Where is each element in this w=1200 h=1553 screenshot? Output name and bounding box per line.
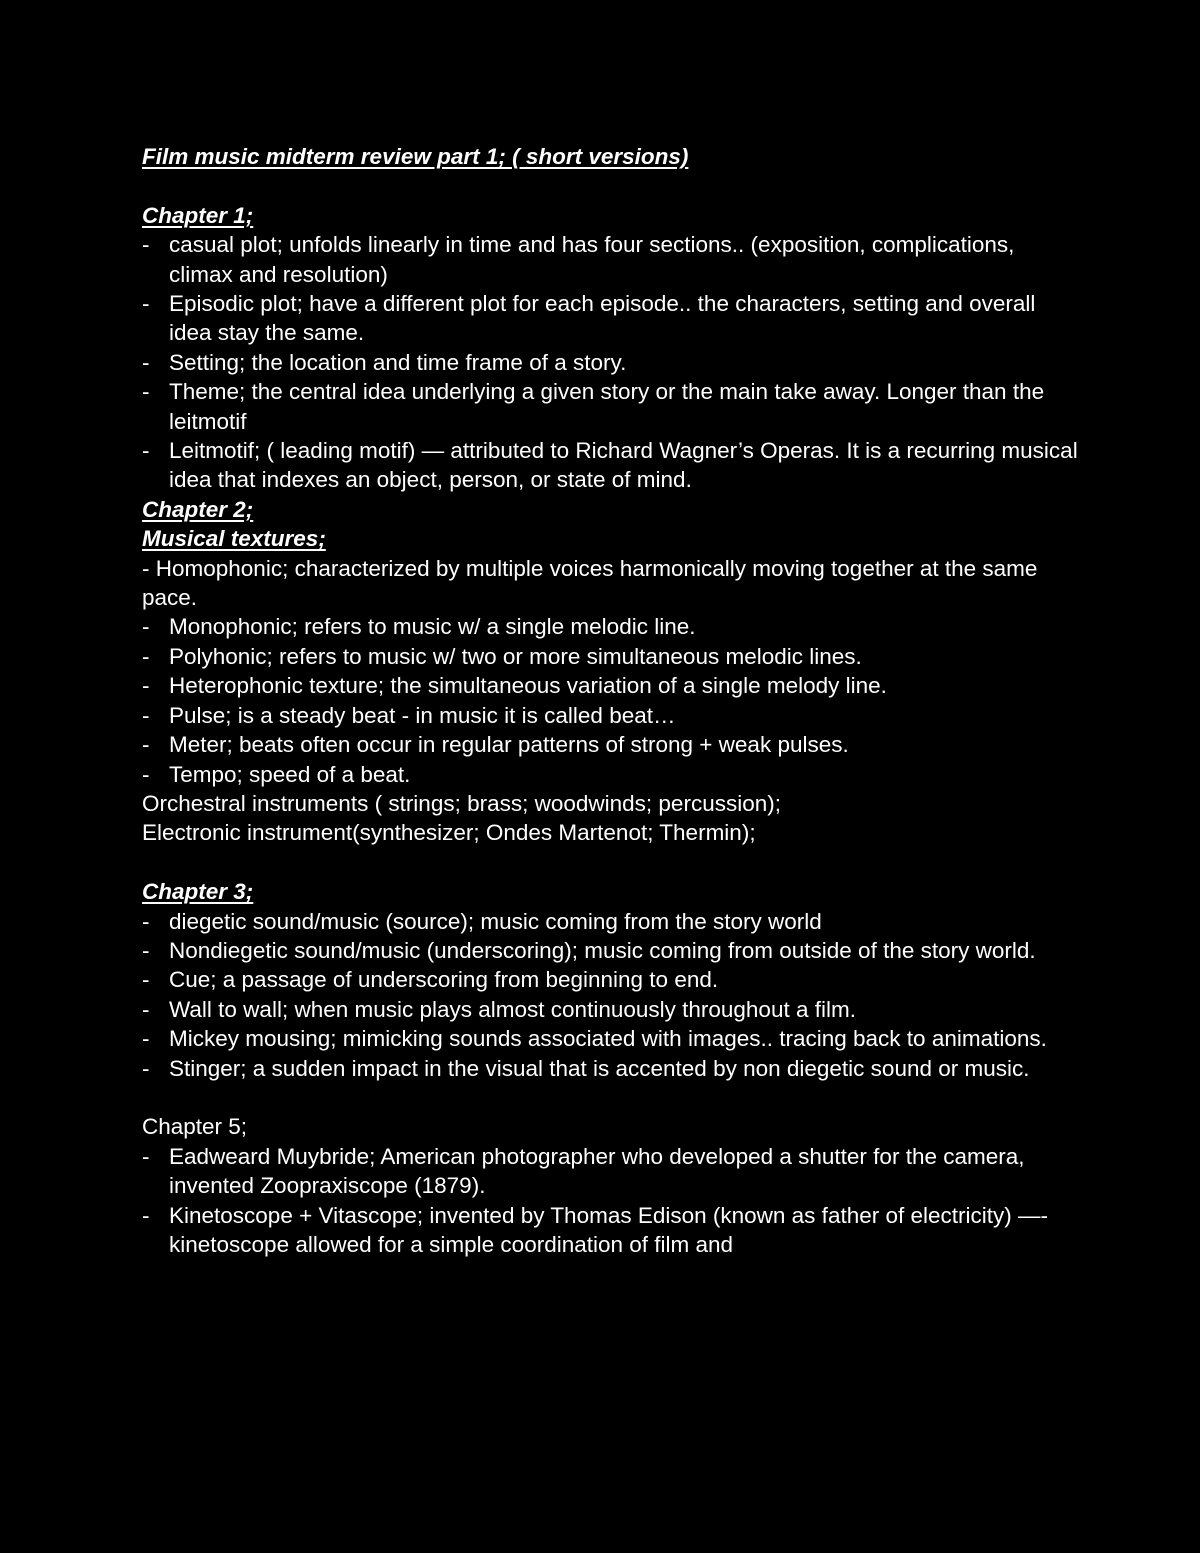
chapter-5-list xyxy=(142,1142,1082,1260)
list-item xyxy=(142,1054,1082,1083)
list-item xyxy=(142,701,1082,730)
list-item-text: Tempo; speed of a beat. xyxy=(169,761,411,787)
list-item xyxy=(142,642,1082,671)
list-item xyxy=(142,348,1082,377)
list-item xyxy=(142,907,1082,936)
list-item-text: Episodic plot; have a different plot for each episode.. the characters, setting and overall idea stay the same. xyxy=(169,291,1036,346)
list-item-text: Polyhonic; refers to music w/ two or more simultaneous melodic lines. xyxy=(169,643,862,669)
spacer xyxy=(142,171,1082,200)
list-item-text: Leitmotif; ( leading motif) — attributed to Richard Wagner’s Operas. It is a recurring musical idea that indexes an object, person, or state of mind. xyxy=(169,438,1078,493)
orchestral-instruments-line: Orchestral instruments ( strings; brass; woodwinds; percussion); xyxy=(142,790,781,816)
dash-bullet: - xyxy=(142,1055,150,1081)
chapter-1-list xyxy=(142,230,1082,495)
dash-bullet: - xyxy=(142,379,150,405)
dash-bullet: - xyxy=(142,1026,150,1052)
list-item xyxy=(142,1024,1082,1053)
chapter-1-heading: Chapter 1; xyxy=(142,202,254,228)
list-item-text: Mickey mousing; mimicking sounds associated with images.. tracing back to animations. xyxy=(169,1026,1047,1052)
list-item xyxy=(142,760,1082,789)
list-item-text: Eadweard Muybride; American photographer who developed a shutter for the camera, invented Zoopraxiscope (1879). xyxy=(169,1143,1025,1199)
list-item xyxy=(142,1142,1082,1201)
list-item-text: Nondiegetic sound/music (underscoring); music coming from outside of the story world. xyxy=(169,937,1036,963)
list-item xyxy=(142,730,1082,759)
list-item-text: Kinetoscope + Vitascope; invented by Thomas Edison (known as father of electricity) —- kinetoscope allowed for a simple coordination of film and xyxy=(169,1202,1048,1257)
document-page xyxy=(142,142,1082,1259)
spacer xyxy=(142,1083,1082,1112)
dash-bullet: - xyxy=(142,996,150,1022)
dash-bullet: - xyxy=(142,349,150,375)
chapter-2-list xyxy=(142,612,1082,788)
list-item-text: Stinger; a sudden impact in the visual that is accented by non diegetic sound or music. xyxy=(169,1055,1030,1081)
musical-textures-heading: Musical textures; xyxy=(142,526,326,552)
list-item xyxy=(142,995,1082,1024)
dash-bullet: - xyxy=(142,967,150,993)
list-item xyxy=(142,436,1082,495)
chapter-3-heading: Chapter 3; xyxy=(142,879,254,905)
dash-bullet: - xyxy=(142,291,150,317)
list-item-text: Heterophonic texture; the simultaneous variation of a single melody line. xyxy=(169,673,887,699)
dash-bullet: - xyxy=(142,1202,150,1228)
document-title: Film music midterm review part 1; ( short versions) xyxy=(142,144,689,169)
dash-bullet: - xyxy=(142,937,150,963)
list-item xyxy=(142,1201,1082,1260)
dash-bullet: - xyxy=(142,908,150,934)
dash-bullet: - xyxy=(142,614,150,640)
homophonic-paragraph: - Homophonic; characterized by multiple voices harmonically moving together at the same pace. xyxy=(142,555,1038,611)
list-item-text: Setting; the location and time frame of a story. xyxy=(169,349,627,375)
list-item xyxy=(142,230,1082,289)
chapter-2-heading: Chapter 2; xyxy=(142,496,254,522)
list-item-text: casual plot; unfolds linearly in time and has four sections.. (exposition, complications, climax and resolution) xyxy=(169,232,1015,287)
dash-bullet: - xyxy=(142,643,150,669)
list-item-text: Wall to wall; when music plays almost continuously throughout a film. xyxy=(169,996,856,1022)
chapter-5-heading: Chapter 5; xyxy=(142,1114,248,1140)
dash-bullet: - xyxy=(142,673,150,699)
dash-bullet: - xyxy=(142,1143,150,1169)
list-item xyxy=(142,965,1082,994)
spacer xyxy=(142,848,1082,877)
list-item-text: Pulse; is a steady beat - in music it is called beat… xyxy=(169,702,676,728)
list-item xyxy=(142,377,1082,436)
dash-bullet: - xyxy=(142,761,150,787)
electronic-instruments-line: Electronic instrument(synthesizer; Ondes Martenot; Thermin); xyxy=(142,820,756,846)
list-item-text: Monophonic; refers to music w/ a single melodic line. xyxy=(169,614,696,640)
list-item-text: Theme; the central idea underlying a given story or the main take away. Longer than the leitmotif xyxy=(169,379,1045,434)
list-item xyxy=(142,671,1082,700)
list-item-text: Cue; a passage of underscoring from beginning to end. xyxy=(169,967,719,993)
dash-bullet: - xyxy=(142,438,150,464)
chapter-3-list xyxy=(142,907,1082,1083)
list-item xyxy=(142,612,1082,641)
list-item xyxy=(142,936,1082,965)
list-item-text: Meter; beats often occur in regular patterns of strong + weak pulses. xyxy=(169,732,849,758)
list-item xyxy=(142,289,1082,348)
dash-bullet: - xyxy=(142,732,150,758)
list-item-text: diegetic sound/music (source); music coming from the story world xyxy=(169,908,822,934)
dash-bullet: - xyxy=(142,702,150,728)
dash-bullet: - xyxy=(142,232,150,258)
